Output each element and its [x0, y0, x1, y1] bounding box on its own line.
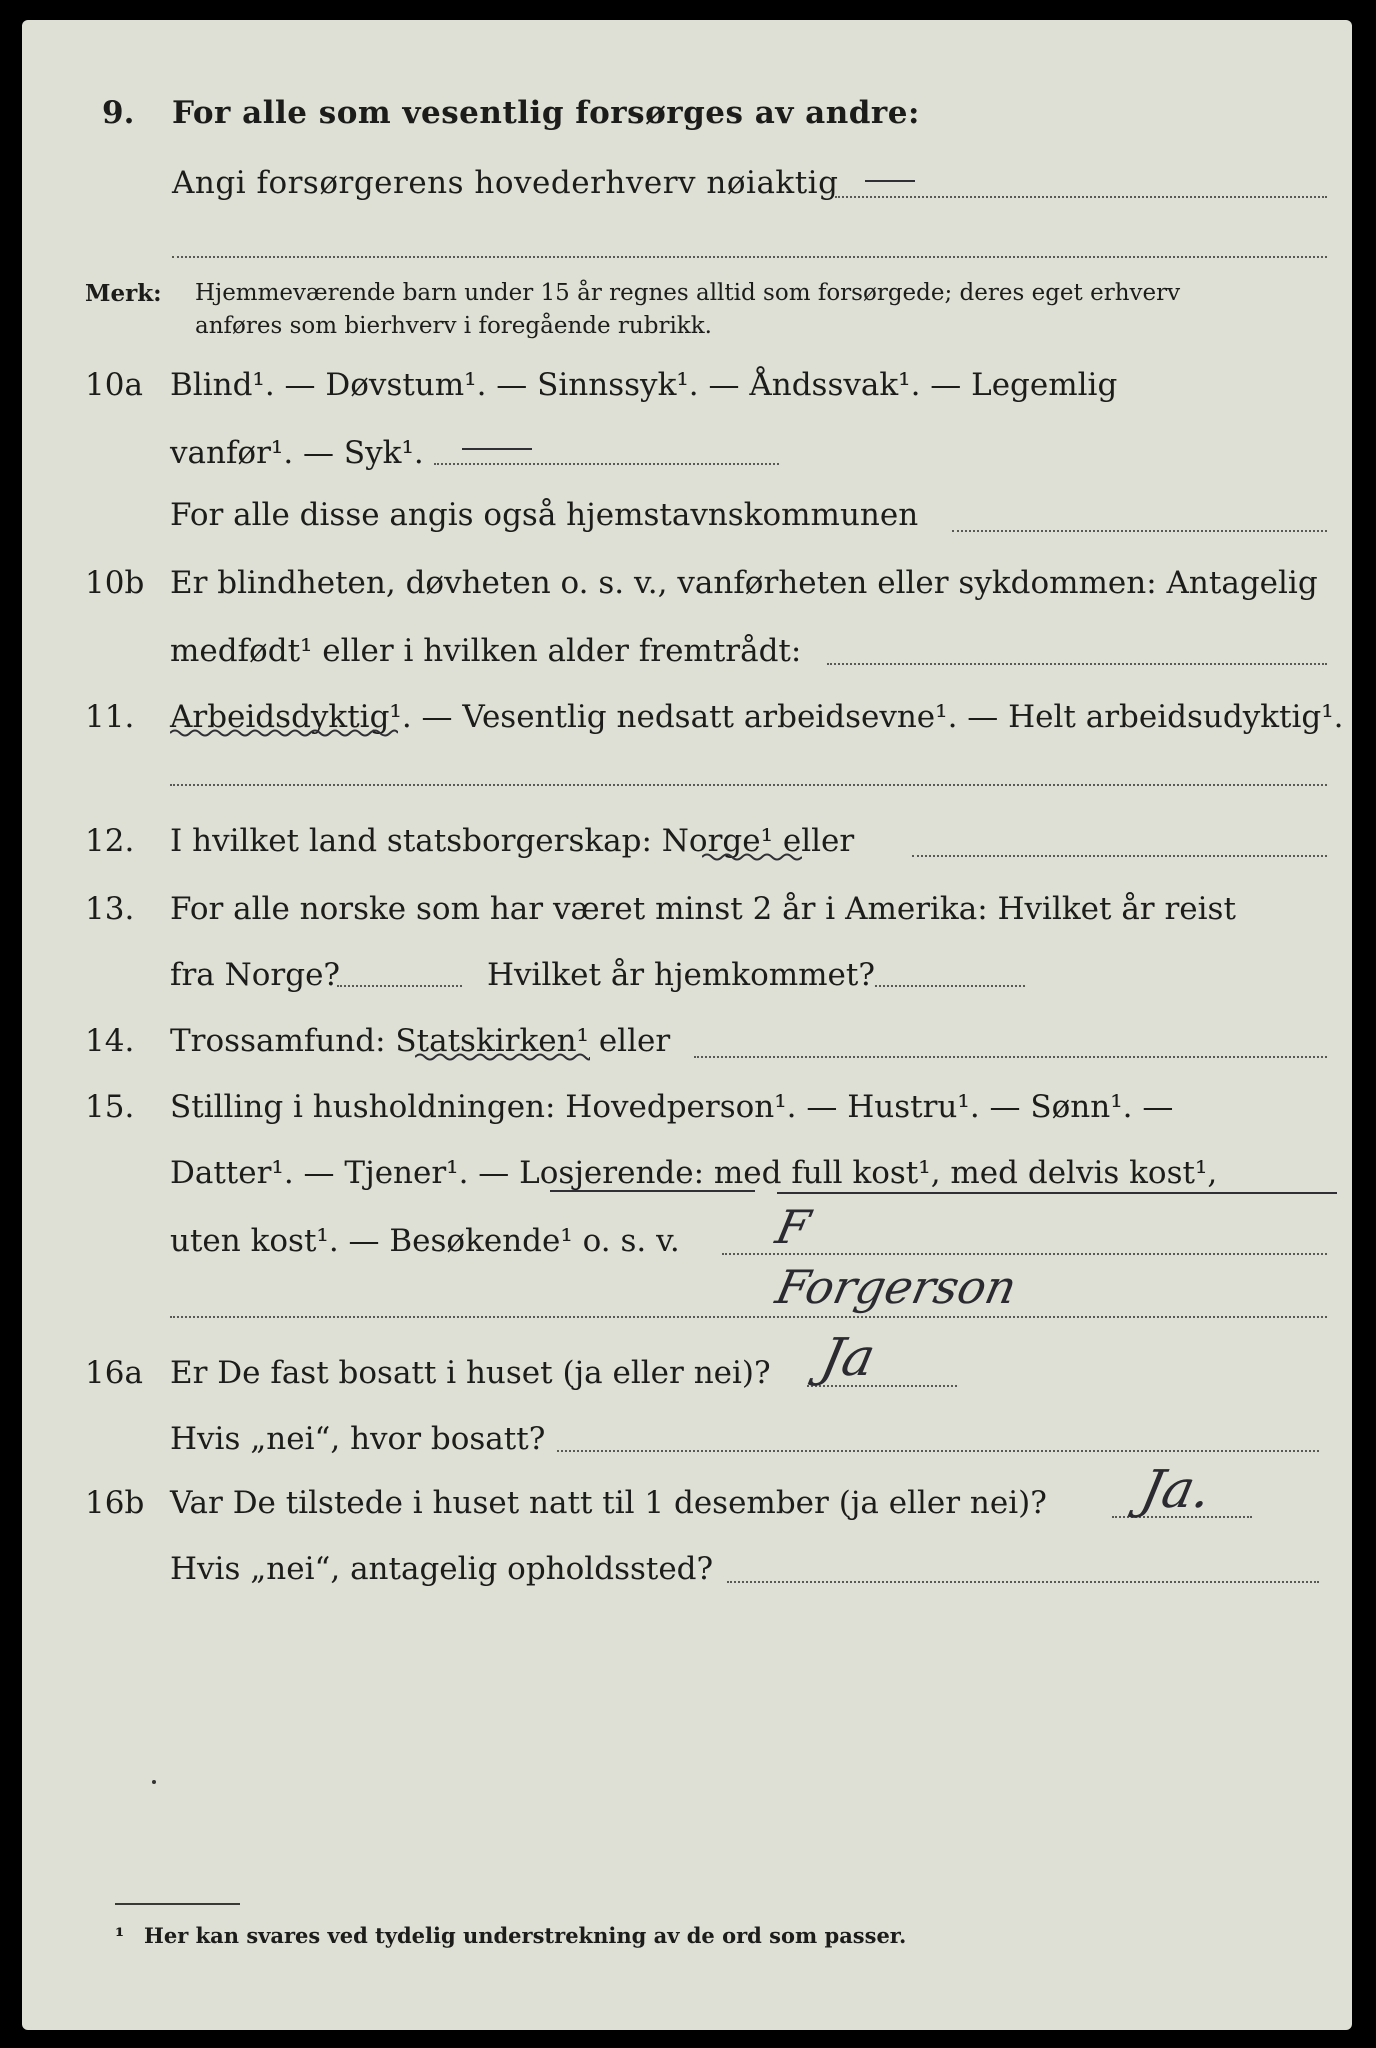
- item-11-line1: Arbeidsdyktig¹. — Vesentlig nedsatt arbeidsevne¹. — Helt arbeidsudyktig¹.: [170, 699, 1344, 735]
- item-10a-line1: Blind¹. — Døvstum¹. — Sinnssyk¹. — Åndssvak¹. — Legemlig: [170, 367, 1118, 403]
- item-10a-number: 10a: [85, 367, 143, 403]
- item-15-number: 15.: [85, 1089, 135, 1125]
- item-10b-answer-line: [827, 663, 1327, 665]
- item-9-answer-line-2: [172, 256, 1327, 258]
- item-16b-line2: Hvis „nei“, antagelig opholdssted?: [170, 1551, 714, 1587]
- item-14-line1: Trossamfund: Statskirken¹ eller: [170, 1023, 671, 1059]
- item-16b-handwritten-answer: Ja.: [1135, 1460, 1217, 1520]
- item-15-underline-losjerende: [550, 1190, 755, 1192]
- item-16b-number: 16b: [85, 1485, 145, 1521]
- merk-label: Merk:: [85, 280, 162, 307]
- item-16b-line1: Var De tilstede i huset natt til 1 desember (ja eller nei)?: [170, 1485, 1047, 1521]
- item-15-line2: Datter¹. — Tjener¹. — Losjerende: med full kost¹, med delvis kost¹,: [170, 1155, 1218, 1191]
- item-16a-line1: Er De fast bosatt i huset (ja eller nei)?: [170, 1355, 771, 1391]
- item-12-answer-line: [912, 855, 1327, 857]
- item-15-answer-line: [722, 1253, 1327, 1255]
- item-9-line2: Angi forsørgerens hovederhverv nøiaktig: [172, 165, 839, 201]
- item-15-line1: Stilling i husholdningen: Hovedperson¹. — Hustru¹. — Sønn¹. —: [170, 1089, 1174, 1125]
- item-10b-line1: Er blindheten, døvheten o. s. v., vanførheten eller sykdommen: Antagelig: [170, 565, 1318, 601]
- item-10a-line3: For alle disse angis også hjemstavnskommunen: [170, 497, 919, 533]
- item-12-underline-wavy: [702, 852, 802, 862]
- item-10a-hometown-line: [952, 530, 1327, 532]
- item-11-answer-line: [170, 784, 1327, 786]
- item-10b-number: 10b: [85, 565, 145, 601]
- footnote-text: Her kan svares ved tydelig understrekning av de ord som passer.: [144, 1923, 907, 1948]
- item-11-number: 11.: [85, 699, 135, 735]
- census-form-page: [22, 20, 1352, 2030]
- item-12-line1: I hvilket land statsborgerskap: Norge¹ eller: [170, 823, 855, 859]
- item-10a-dash: [462, 448, 532, 450]
- item-13-right-answer-line: [875, 985, 1025, 987]
- item-9-number: 9.: [102, 95, 135, 131]
- item-16a-number: 16a: [85, 1355, 143, 1391]
- item-15-line3: uten kost¹. — Besøkende¹ o. s. v.: [170, 1223, 680, 1259]
- item-10a-answer-line: [434, 463, 779, 465]
- item-13-line2b: Hvilket år hjemkommet?: [487, 957, 875, 993]
- item-15-answer-line-2: [170, 1316, 1327, 1318]
- item-9-dash: [865, 180, 915, 182]
- item-13-line1: For alle norske som har været minst 2 år i Amerika: Hvilket år reist: [170, 891, 1236, 927]
- item-13-number: 13.: [85, 891, 135, 927]
- item-10b-line2: medfødt¹ eller i hvilken alder fremtrådt:: [170, 633, 802, 669]
- merk-line2: anføres som bierhverv i foregående rubrikk.: [195, 313, 712, 339]
- item-16a-line2: Hvis „nei“, hvor bosatt?: [170, 1421, 546, 1457]
- item-12-number: 12.: [85, 823, 135, 859]
- item-9-line1: For alle som vesentlig forsørges av andre:: [172, 95, 920, 131]
- footnote-rule: [115, 1903, 240, 1905]
- item-14-answer-line: [694, 1056, 1327, 1058]
- item-16a-where-line: [557, 1450, 1319, 1452]
- item-13-line2a: fra Norge?: [170, 957, 341, 993]
- item-16a-handwritten-answer: Ja: [815, 1328, 881, 1388]
- item-15-underline-kost: [777, 1192, 1337, 1194]
- item-16b-where-line: [727, 1581, 1319, 1583]
- item-11-underline-wavy: [170, 728, 398, 738]
- item-14-underline-wavy: [415, 1052, 590, 1062]
- item-15-handwritten-answer-b: Forgerson: [771, 1260, 1022, 1314]
- item-14-number: 14.: [85, 1023, 135, 1059]
- item-15-handwritten-answer-a: F: [771, 1200, 815, 1254]
- ink-dot: [152, 1780, 156, 1784]
- merk-line1: Hjemmeværende barn under 15 år regnes alltid som forsørgede; deres eget erhverv: [195, 280, 1181, 306]
- footnote-mark: ¹: [115, 1923, 125, 1948]
- item-13-left-answer-line: [337, 985, 462, 987]
- item-9-answer-line: [835, 196, 1327, 198]
- item-10a-line2: vanfør¹. — Syk¹.: [170, 435, 424, 471]
